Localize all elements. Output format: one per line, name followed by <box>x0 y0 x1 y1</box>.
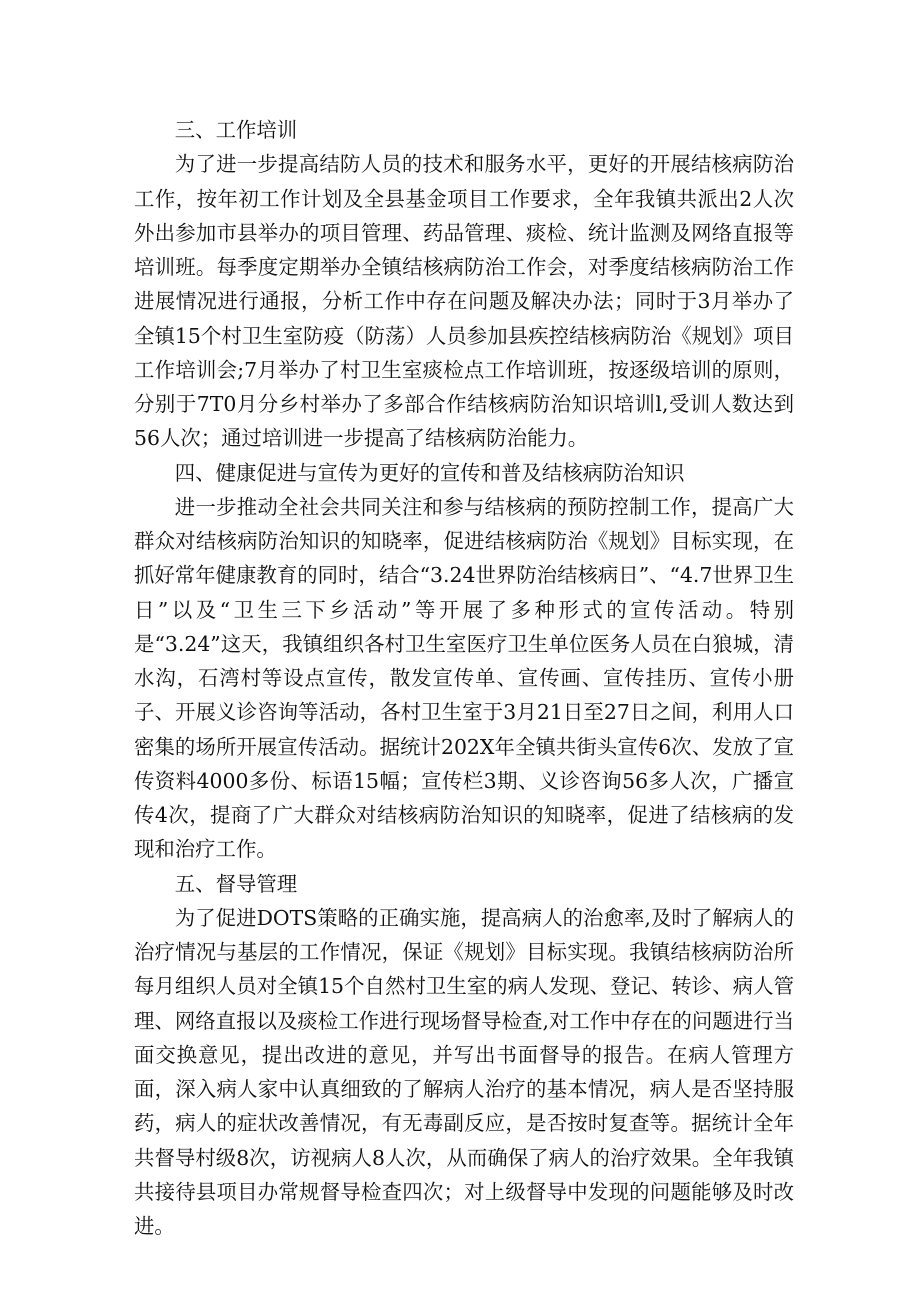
section-paragraph-training: 为了进一步提高结防人员的技术和服务水平，更好的开展结核病防治工作，按年初工作计划及全县基金项目工作要求，全年我镇共派出2人次外出参加市县举办的项目管理、药品管理、痰检、统计监测及网络直报等培训班。每季度定期举办全镇结核病防治工作会，对季度结核病防治工作进展情况进行通报，分析工作中存在问题及解决办法；同时于3月举办了全镇15个村卫生室防疫（防荡）人员参加县疾控结核病防治《规划》项目工作培训会;7月举办了村卫生室痰检点工作培训班，按逐级培训的原则，分别于7T0月分乡村举办了多部合作结核病防治知识培训l,受训人数达到56人次；通过培训进一步提高了结核病防治能力。 <box>134 152 794 451</box>
section-heading-health-promotion: 四、健康促进与宣传为更好的宣传和普及结核病防治知识 <box>174 460 685 485</box>
section-heading-supervision: 五、督导管理 <box>174 871 298 896</box>
document-body <box>134 113 794 1243</box>
section-heading-training: 三、工作培训 <box>174 118 298 142</box>
section-paragraph-supervision: 为了促进DOTS策略的正确实施，提高病人的治愈率,及时了解病人的治疗情况与基层的工作情况，保证《规划》目标实现。我镇结核病防治所每月组织人员对全镇15个自然村卫生室的病人发现、登记、转诊、病人管理、网络直报以及痰检工作进行现场督导检查,对工作中存在的问题进行当面交换意见，提出改进的意见，并写出书面督导的报告。在病人管理方面，深入病人家中认真细致的了解病人治疗的基本情况，病人是否坚持服药，病人的症状改善情况，有无毒副反应，是否按时复查等。据统计全年共督导村级8次，访视病人8人次，从而确保了病人的治疗效果。全年我镇共接待县项目办常规督导检查四次；对上级督导中发现的问题能够及时改进。 <box>134 905 794 1238</box>
section-paragraph-health-promotion: 进一步推动全社会共同关注和参与结核病的预防控制工作，提高广大群众对结核病防治知识的知晓率，促进结核病防治《规划》目标实现，在抓好常年健康教育的同时，结合“3.24世界防治结核病日”、“4.7世界卫生日”以及“卫生三下乡活动”等开展了多种形式的宣传活动。特别是“3.24”这天，我镇组织各村卫生室医疗卫生单位医务人员在白狼城，清水沟，石湾村等设点宣传，散发宣传单、宣传画、宣传挂历、宣传小册子、开展义诊咨询等活动，各村卫生室于3月21日至27日之间，利用人口密集的场所开展宣传活动。据统计202X年全镇共街头宣传6次、发放了宣传资料4000多份、标语15幅；宣传栏3期、义诊咨询56多人次，广播宣传4次，提商了广大群众对结核病防治知识的知晓率，促进了结核病的发现和治疗工作。 <box>134 494 794 862</box>
